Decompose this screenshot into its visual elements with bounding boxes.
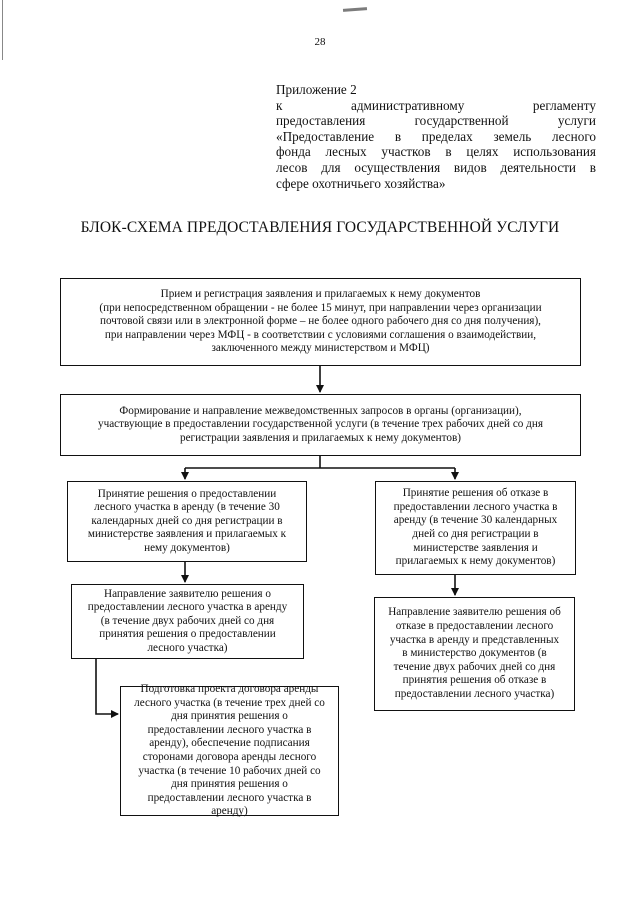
- step-text-line: нему документов): [144, 541, 230, 554]
- step-text-line: в министерство документов (в: [402, 647, 547, 660]
- step-text-line: отказе в предоставлении лесного: [395, 620, 554, 633]
- step-text-line: аренду), обеспечение подписания: [149, 737, 310, 750]
- step-text-line: аренду (в течение 30 календарных: [393, 514, 558, 527]
- step-text-line: лесного участка): [147, 641, 228, 654]
- appendix-line: фонда лесных участков в целях использования: [276, 144, 596, 160]
- step-text-line: (при непосредственном обращении - не более 15 минут, при направлении через организации: [99, 301, 542, 314]
- step-send-refusal: [374, 597, 575, 711]
- step-text-line: почтовой связи или в электронной форме – не более одного рабочего дня со дня получения),: [100, 315, 541, 328]
- step-text-line: предоставлении лесного участка в: [147, 791, 312, 804]
- step-text-line: дня принятия решения о: [171, 778, 288, 791]
- step-text-line: дней со дня регистрации в: [412, 528, 539, 540]
- appendix-title: Приложение 2: [276, 82, 357, 97]
- page-number: 28: [314, 36, 326, 48]
- step-application-registration: [60, 278, 581, 366]
- appendix-line: «Предоставление в пределах земель лесного: [276, 128, 596, 144]
- step-text-line: участвующие в предоставлении государственной услуги (в течение трех рабочих дней со дня: [97, 418, 544, 431]
- appendix-line: лесов для осуществления видов деятельности в: [276, 159, 596, 175]
- step-text-line: предоставлении лесного участка): [394, 687, 555, 700]
- arrow-notify-to-contract: [96, 659, 118, 714]
- step-text-line: (в течение двух рабочих дней со дня: [100, 614, 275, 627]
- document-title: БЛОК-СХЕМА ПРЕДОСТАВЛЕНИЯ ГОСУДАРСТВЕННОЙ УСЛУГИ: [80, 219, 560, 236]
- step-text-line: участка в аренду и представленных: [389, 633, 560, 646]
- step-text-line: принятия решения об отказе в: [402, 674, 547, 687]
- step-text-line: Направление заявителю решения об: [388, 606, 561, 619]
- step-interagency-requests: [60, 394, 581, 456]
- appendix-line: к административному регламенту: [276, 97, 596, 113]
- step-send-approval: [71, 584, 304, 659]
- step-text-line: предоставлении лесного участка в аренду: [87, 601, 288, 614]
- step-text-line: течение двух рабочих дней со дня: [393, 660, 556, 673]
- step-text-line: Формирование и направление межведомственных запросов в органы (организации),: [119, 404, 522, 417]
- step-text-line: аренду): [211, 805, 248, 818]
- step-lease-contract: [120, 683, 339, 818]
- step-text-line: лесного участка (в течение трех дней со: [134, 696, 325, 709]
- step-text-line: при направлении через МФЦ - в соответствии с условиями соглашения о взаимодействии,: [104, 328, 537, 341]
- step-text-line: заключенного между министерством и МФЦ): [211, 342, 430, 355]
- appendix-line: сфере охотничьего хозяйства»: [276, 175, 446, 191]
- step-text-line: предоставлении лесного участка в: [147, 723, 312, 736]
- step-text-line: прилагаемых к нему документов): [395, 555, 556, 568]
- step-text-line: календарных дней со дня регистрации в: [91, 514, 283, 527]
- step-text-line: принятия решения о предоставлении: [99, 628, 276, 641]
- step-refusal-decision: [375, 481, 576, 575]
- step-text-line: регистрации заявления и прилагаемых к нему документов): [179, 431, 461, 444]
- step-text-line: участка (в течение 10 рабочих дней со: [138, 764, 321, 777]
- appendix-line: предоставления государственной услуги: [276, 113, 596, 129]
- step-text-line: предоставлении лесного участка в: [393, 500, 558, 513]
- step-text-line: дня принятия решения о: [171, 710, 288, 723]
- step-text-line: Направление заявителю решения о: [104, 587, 271, 600]
- step-text-line: Прием и регистрация заявления и прилагаемых к нему документов: [160, 288, 481, 301]
- step-text-line: сторонами договора аренды лесного: [142, 751, 317, 763]
- step-text-line: лесного участка в аренду (в течение 30: [94, 501, 280, 514]
- step-text-line: Принятие решения об отказе в: [402, 487, 549, 500]
- step-text-line: Подготовка проекта договора аренды: [140, 683, 319, 696]
- step-text-line: Принятие решения о предоставлении: [97, 487, 277, 500]
- step-text-line: министерстве заявления и прилагаемых к: [87, 528, 287, 541]
- step-approval-decision: [67, 481, 307, 562]
- step-text-line: министерстве заявления и: [413, 541, 538, 554]
